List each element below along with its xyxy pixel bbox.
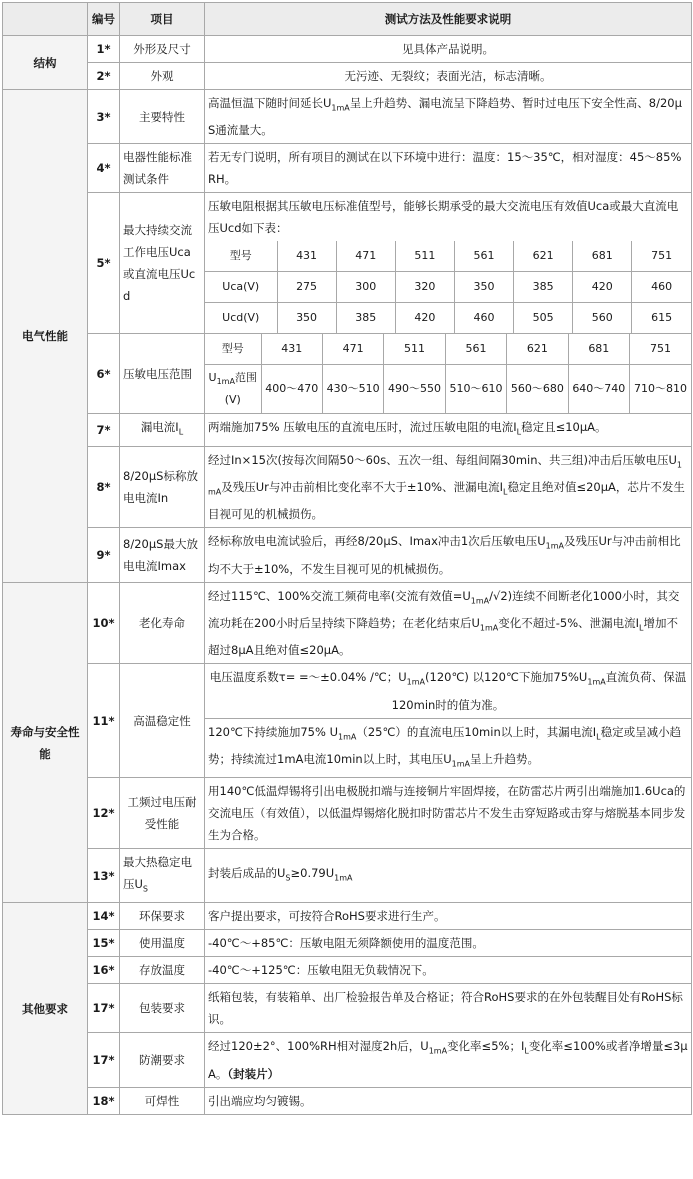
row-item: 防潮要求 <box>120 1033 205 1087</box>
row-desc: 经标称放电电流试验后，再经8/20μS、Imax冲击1次后压敏电压$U_{1mA}$及残压Ur与冲击前相比均不大于±10%，不发生目视可见的机械损伤。 <box>205 528 692 582</box>
table-row <box>3 446 692 528</box>
row-number: 2* <box>88 63 120 90</box>
table-row <box>3 778 692 849</box>
range-cell: 型号 <box>205 334 261 365</box>
table-row <box>3 582 692 664</box>
row-desc: -40℃～+125℃：压敏电阻无负载情况下。 <box>205 957 692 984</box>
row-number: 11* <box>88 664 120 778</box>
range-cell: 710～810 <box>630 365 691 414</box>
row-item: 最大热稳定电压$U_S$ <box>120 849 205 903</box>
row-item: 压敏电压范围 <box>120 334 205 414</box>
row-item: 外观 <box>120 63 205 90</box>
row-item: 最大持续交流工作电压Uca或直流电压Ucd <box>120 193 205 334</box>
row-desc <box>205 334 692 414</box>
table-row <box>3 334 692 414</box>
row-desc: 经过In×15次(按每次间隔50～60s、五次一组、每组间隔30min、共三组)冲击后压敏电压$U_{1mA}$及残压Ur与冲击前相比变化率不大于±10%、泄漏电流$I_L$稳定且绝对值≤20μA，芯片不发生目视可见的机械损伤。 <box>205 446 692 528</box>
range-cell: 511 <box>384 334 445 365</box>
row-item: 环保要求 <box>120 903 205 930</box>
voltage-cell: 621 <box>514 241 573 272</box>
table-row <box>3 1087 692 1114</box>
voltage-cell: 385 <box>514 272 573 303</box>
table-row <box>3 144 692 193</box>
voltage-cell: 560 <box>573 303 632 334</box>
range-cell: 400～470 <box>261 365 322 414</box>
voltage-cell: 751 <box>632 241 691 272</box>
row-item: 8/20μS最大放电电流Imax <box>120 528 205 582</box>
row-item: 高温稳定性 <box>120 664 205 778</box>
row-number: 17* <box>88 984 120 1033</box>
row-desc: 封装后成品的$U_S\ge 0.79U_{1mA}$ <box>205 849 692 903</box>
row-number: 7* <box>88 414 120 446</box>
row-number: 12* <box>88 778 120 849</box>
voltage-cell: 275 <box>277 272 336 303</box>
range-cell: 751 <box>630 334 691 365</box>
row-desc: 纸箱包装，有装箱单、出厂检验报告单及合格证；符合RoHS要求的在外包装醒目处有RoHS标识。 <box>205 984 692 1033</box>
row-desc: 高温恒温下随时间延长$U_{1mA}$呈上升趋势、漏电流呈下降趋势、暂时过电压下安全性高、8/20μS通流量大。 <box>205 90 692 144</box>
row-desc: 两端施加75% 压敏电压的直流电压时，流过压敏电阻的电流$I_L$稳定且≤10μA。 <box>205 414 692 446</box>
row-desc: 用140℃低温焊锡将引出电极脱扣端与连接铜片牢固焊接，在防雷芯片两引出端施加1.6Uca的交流电压（有效值），以低温焊锡熔化脱扣时防雷芯片不发生击穿短路或击穿与熔脱基本同步发生为合格。 <box>205 778 692 849</box>
row-item: 可焊性 <box>120 1087 205 1114</box>
voltage-row-ucd <box>205 303 691 334</box>
voltage-row-model <box>205 241 691 272</box>
voltage-row-uca <box>205 272 691 303</box>
table-row <box>3 1033 692 1087</box>
table-row <box>3 193 692 334</box>
voltage-cell: 300 <box>336 272 395 303</box>
voltage-cell: 350 <box>454 272 513 303</box>
row-item: 使用温度 <box>120 930 205 957</box>
row-desc-part: 120℃下持续施加75% $U_{1mA}(25℃)$的直流电压10min以上时，其漏电流$I_L$稳定或呈减小趋势；持续流过1mA电流10min以上时，其电压$U_{1mA}$呈上升趋势。 <box>205 718 691 778</box>
row-item: 老化寿命 <box>120 582 205 664</box>
range-cell: 490～550 <box>384 365 445 414</box>
header-blank <box>3 3 88 36</box>
voltage-table <box>205 241 691 333</box>
range-cell: 430～510 <box>322 365 383 414</box>
table-row <box>3 63 692 90</box>
row-desc: 见具体产品说明。 <box>205 36 692 63</box>
voltage-cell: 471 <box>336 241 395 272</box>
row-item: 包装要求 <box>120 984 205 1033</box>
row-desc: 经过120±2°、100%RH相对湿度2h后，$U_{1mA}$变化率≤5%；$I_L$变化率≤100%或者净增量≤3μA。（封装片） <box>205 1033 692 1087</box>
table-row <box>3 664 692 778</box>
category-life: 寿命与安全性能 <box>3 582 88 903</box>
row-number: 1* <box>88 36 120 63</box>
range-cell: 561 <box>445 334 506 365</box>
row-item: 电器性能标准测试条件 <box>120 144 205 193</box>
voltage-cell: 420 <box>573 272 632 303</box>
voltage-cell: 型号 <box>205 241 277 272</box>
voltage-cell: 681 <box>573 241 632 272</box>
category-other: 其他要求 <box>3 903 88 1114</box>
range-label: $U_{1mA}$范围(V) <box>205 365 261 414</box>
range-cell: 431 <box>261 334 322 365</box>
row-number: 8* <box>88 446 120 528</box>
row-item: 8/20μS标称放电电流In <box>120 446 205 528</box>
voltage-cell: 511 <box>395 241 454 272</box>
range-row-model <box>205 334 691 365</box>
row-desc: 若无专门说明，所有项目的测试在以下环境中进行：温度：15～35℃，相对湿度：45～85% RH。 <box>205 144 692 193</box>
row-item: 漏电流$I_L$ <box>120 414 205 446</box>
row-desc: 客户提出要求，可按符合RoHS要求进行生产。 <box>205 903 692 930</box>
row-number: 4* <box>88 144 120 193</box>
row-number: 3* <box>88 90 120 144</box>
row-item: 存放温度 <box>120 957 205 984</box>
table-row <box>3 957 692 984</box>
header-item: 项目 <box>120 3 205 36</box>
row-number: 5* <box>88 193 120 334</box>
voltage-cell: Uca(V) <box>205 272 277 303</box>
row-item: 主要特性 <box>120 90 205 144</box>
voltage-cell: 431 <box>277 241 336 272</box>
table-row <box>3 849 692 903</box>
table-row <box>3 984 692 1033</box>
voltage-cell: 615 <box>632 303 691 334</box>
header-row <box>3 3 692 36</box>
row-number: 6* <box>88 334 120 414</box>
range-table <box>205 334 691 413</box>
voltage-cell: 320 <box>395 272 454 303</box>
header-desc: 测试方法及性能要求说明 <box>205 3 692 36</box>
range-cell: 510～610 <box>445 365 506 414</box>
range-cell: 621 <box>507 334 568 365</box>
range-cell: 471 <box>322 334 383 365</box>
row-desc: 经过115℃、100%交流工频荷电率(交流有效值$=U_{1mA}/√2$)连续不间断老化1000小时，其交流功耗在200小时后呈持续下降趋势；在老化结束后$U_{1mA}$变化不超过-5%、泄漏电流$I_L$增加不超过8μA且绝对值≤20μA。 <box>205 582 692 664</box>
row-number: 15* <box>88 930 120 957</box>
voltage-cell: 505 <box>514 303 573 334</box>
table-row <box>3 36 692 63</box>
voltage-cell: Ucd(V) <box>205 303 277 334</box>
row-desc-text: 压敏电阻根据其压敏电压标准值型号，能够长期承受的最大交流电压有效值Uca或最大直流电压Ucd如下表： <box>208 199 679 236</box>
category-structure: 结构 <box>3 36 88 90</box>
voltage-cell: 561 <box>454 241 513 272</box>
voltage-cell: 385 <box>336 303 395 334</box>
row-desc <box>205 193 692 334</box>
table-row <box>3 90 692 144</box>
table-row <box>3 528 692 582</box>
range-cell: 560～680 <box>507 365 568 414</box>
row-desc <box>205 664 692 778</box>
range-row-values <box>205 365 691 414</box>
row-number: 14* <box>88 903 120 930</box>
header-no: 编号 <box>88 3 120 36</box>
category-electrical: 电气性能 <box>3 90 88 583</box>
row-number: 9* <box>88 528 120 582</box>
table-row <box>3 903 692 930</box>
table-row <box>3 414 692 446</box>
spec-table <box>2 2 692 1115</box>
row-number: 18* <box>88 1087 120 1114</box>
row-desc: -40℃～+85℃：压敏电阻无须降额使用的温度范围。 <box>205 930 692 957</box>
row-number: 10* <box>88 582 120 664</box>
row-desc-part: 电压温度系数τ= =～±0.04% /℃；$U_{1mA}(120℃)$ 以120℃下施加$75\%U_{1mA}$直流负荷、保温120min时的值为准。 <box>209 670 687 712</box>
voltage-cell: 350 <box>277 303 336 334</box>
row-number: 16* <box>88 957 120 984</box>
voltage-cell: 420 <box>395 303 454 334</box>
row-number: 17* <box>88 1033 120 1087</box>
table-row <box>3 930 692 957</box>
row-number: 13* <box>88 849 120 903</box>
range-cell: 640～740 <box>568 365 629 414</box>
range-cell: 681 <box>568 334 629 365</box>
row-item: 外形及尺寸 <box>120 36 205 63</box>
voltage-cell: 460 <box>632 272 691 303</box>
row-item: 工频过电压耐受性能 <box>120 778 205 849</box>
row-desc: 无污迹、无裂纹；表面光洁，标志清晰。 <box>205 63 692 90</box>
row-desc: 引出端应均匀镀锡。 <box>205 1087 692 1114</box>
voltage-cell: 460 <box>454 303 513 334</box>
